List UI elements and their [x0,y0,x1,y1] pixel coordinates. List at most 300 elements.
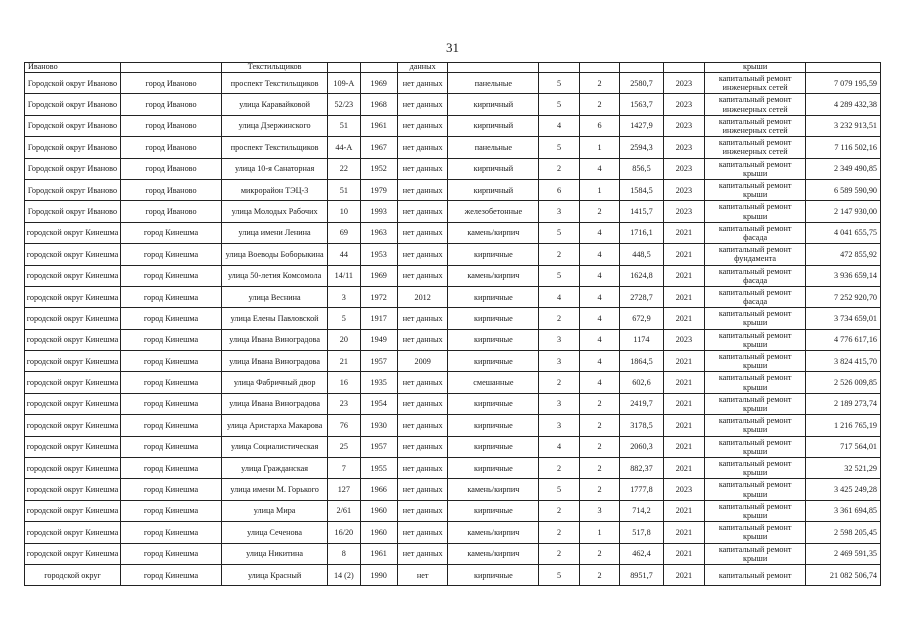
cell-repair-year: 2021 [663,393,704,414]
cell-entrances: 4 [579,286,619,307]
cell-settlement [121,63,222,73]
cell-last-overhaul-year: нет данных [397,543,448,564]
cell-area: 2419,7 [620,393,663,414]
cell-repair-type: капитальный ремонт фундамента [705,244,806,265]
cell-repair-type: крыши [705,63,806,73]
cell-repair-year: 2021 [663,222,704,243]
cell-last-overhaul-year: нет данных [397,436,448,457]
cell-wall-material: камень/кирпич [448,522,539,543]
cell-cost: 7 079 195,59 [806,73,881,94]
cell-entrances: 1 [579,137,619,158]
cell-build-year: 1967 [360,137,397,158]
cell-repair-type: капитальный ремонт крыши [705,436,806,457]
table-row [25,458,881,479]
cell-entrances: 6 [579,115,619,136]
cell-wall-material: кирпичные [448,415,539,436]
cell-wall-material [448,63,539,73]
cell-area: 448,5 [620,244,663,265]
cell-floors [539,63,579,73]
cell-repair-year: 2021 [663,265,704,286]
cell-street: улица Воеводы Боборыкина [222,244,328,265]
cell-settlement: город Кинешма [121,415,222,436]
cell-street: улица Никитина [222,543,328,564]
cell-last-overhaul-year: нет [397,564,448,585]
cell-floors: 2 [539,500,579,521]
cell-build-year: 1993 [360,201,397,222]
cell-house-number: 23 [328,393,360,414]
cell-house-number: 3 [328,286,360,307]
table-row [25,522,881,543]
cell-entrances: 4 [579,158,619,179]
cell-repair-type: капитальный ремонт крыши [705,543,806,564]
cell-floors: 2 [539,158,579,179]
table-row [25,115,881,136]
cell-area: 882,37 [620,458,663,479]
cell-wall-material: кирпичный [448,94,539,115]
cell-build-year: 1969 [360,265,397,286]
cell-repair-year: 2021 [663,458,704,479]
cell-municipality: городской округ Кинешма [25,522,121,543]
cell-floors: 6 [539,179,579,200]
cell-settlement: город Иваново [121,94,222,115]
cell-settlement: город Иваново [121,137,222,158]
table-row [25,415,881,436]
cell-repair-year: 2021 [663,415,704,436]
cell-repair-type: капитальный ремонт инженерных сетей [705,73,806,94]
cell-build-year [360,63,397,73]
page-number: 31 [446,40,459,55]
cell-repair-type: капитальный ремонт крыши [705,351,806,372]
cell-wall-material: кирпичные [448,286,539,307]
cell-settlement: город Кинешма [121,393,222,414]
cell-repair-type: капитальный ремонт крыши [705,158,806,179]
cell-cost: 3 936 659,14 [806,265,881,286]
cell-last-overhaul-year: нет данных [397,115,448,136]
cell-entrances: 2 [579,201,619,222]
cell-repair-type: капитальный ремонт крыши [705,415,806,436]
cell-street: улица Ивана Виноградова [222,329,328,350]
cell-house-number: 69 [328,222,360,243]
cell-house-number: 16/20 [328,522,360,543]
table-row [25,500,881,521]
cell-entrances: 4 [579,222,619,243]
cell-build-year: 1954 [360,393,397,414]
cell-floors: 2 [539,372,579,393]
cell-cost: 4 776 617,16 [806,329,881,350]
cell-floors: 3 [539,415,579,436]
cell-cost: 3 824 415,70 [806,351,881,372]
cell-wall-material: кирпичные [448,458,539,479]
cell-house-number: 44-А [328,137,360,158]
cell-house-number: 51 [328,115,360,136]
cell-settlement: город Кинешма [121,286,222,307]
cell-last-overhaul-year: нет данных [397,179,448,200]
cell-municipality: городской округ Кинешма [25,286,121,307]
cell-last-overhaul-year: нет данных [397,500,448,521]
cell-floors: 4 [539,436,579,457]
cell-floors: 5 [539,73,579,94]
cell-cost: 2 469 591,35 [806,543,881,564]
cell-municipality: городской округ Кинешма [25,479,121,500]
cell-wall-material: железобетонные [448,201,539,222]
cell-floors: 5 [539,137,579,158]
cell-street: улица Каравайковой [222,94,328,115]
cell-entrances: 2 [579,436,619,457]
cell-repair-type: капитальный ремонт инженерных сетей [705,115,806,136]
table-row [25,94,881,115]
table-row [25,564,881,585]
cell-wall-material: кирпичные [448,244,539,265]
cell-municipality: городской округ Кинешма [25,265,121,286]
cell-floors: 2 [539,543,579,564]
cell-entrances: 2 [579,543,619,564]
cell-house-number: 22 [328,158,360,179]
cell-area: 1864,5 [620,351,663,372]
cell-settlement: город Кинешма [121,329,222,350]
cell-cost: 2 526 009,85 [806,372,881,393]
cell-entrances: 2 [579,564,619,585]
cell-cost: 1 216 765,19 [806,415,881,436]
cell-wall-material: кирпичные [448,500,539,521]
cell-area: 3178,5 [620,415,663,436]
cell-area: 1563,7 [620,94,663,115]
cell-floors: 2 [539,244,579,265]
cell-house-number: 21 [328,351,360,372]
cell-last-overhaul-year: 2009 [397,351,448,372]
cell-house-number: 8 [328,543,360,564]
cell-build-year: 1957 [360,351,397,372]
cell-last-overhaul-year: нет данных [397,137,448,158]
cell-repair-type: капитальный ремонт крыши [705,179,806,200]
cell-wall-material: камень/кирпич [448,265,539,286]
cell-build-year: 1960 [360,500,397,521]
cell-street: улица Дзержинского [222,115,328,136]
table-row [25,158,881,179]
cell-street: улица Фабричный двор [222,372,328,393]
cell-wall-material: кирпичный [448,179,539,200]
cell-house-number: 76 [328,415,360,436]
cell-street: улица имени М. Горького [222,479,328,500]
table-row [25,479,881,500]
housing-repair-table [24,62,881,586]
cell-street: улица Социалистическая [222,436,328,457]
cell-cost: 4 289 432,38 [806,94,881,115]
cell-municipality: городской округ Кинешма [25,351,121,372]
cell-last-overhaul-year: нет данных [397,265,448,286]
cell-last-overhaul-year: нет данных [397,522,448,543]
cell-last-overhaul-year: нет данных [397,329,448,350]
cell-cost: 2 598 205,45 [806,522,881,543]
cell-build-year: 1966 [360,479,397,500]
cell-street: улица имени Ленина [222,222,328,243]
cell-settlement: город Кинешма [121,436,222,457]
cell-repair-year: 2023 [663,137,704,158]
cell-municipality: городской округ Кинешма [25,458,121,479]
cell-house-number: 127 [328,479,360,500]
cell-municipality: Иваново [25,63,121,73]
cell-repair-type: капитальный ремонт крыши [705,479,806,500]
cell-area: 517,8 [620,522,663,543]
cell-repair-year: 2021 [663,543,704,564]
cell-settlement: город Иваново [121,73,222,94]
table-row [25,179,881,200]
cell-build-year: 1957 [360,436,397,457]
cell-entrances: 2 [579,458,619,479]
cell-build-year: 1935 [360,372,397,393]
cell-build-year: 1953 [360,244,397,265]
cell-last-overhaul-year: 2012 [397,286,448,307]
cell-last-overhaul-year: нет данных [397,201,448,222]
table-row [25,244,881,265]
cell-entrances: 2 [579,73,619,94]
cell-repair-type: капитальный ремонт крыши [705,500,806,521]
cell-last-overhaul-year: нет данных [397,244,448,265]
cell-repair-year: 2023 [663,158,704,179]
cell-street: улица Ивана Виноградова [222,393,328,414]
cell-repair-type: капитальный ремонт крыши [705,201,806,222]
cell-area: 2580,7 [620,73,663,94]
cell-entrances: 2 [579,94,619,115]
cell-settlement: город Кинешма [121,479,222,500]
table-row [25,543,881,564]
cell-repair-year: 2021 [663,436,704,457]
cell-municipality: городской округ Кинешма [25,372,121,393]
cell-floors: 5 [539,479,579,500]
cell-settlement: город Кинешма [121,543,222,564]
cell-repair-type: капитальный ремонт крыши [705,393,806,414]
cell-last-overhaul-year: нет данных [397,372,448,393]
cell-cost: 3 425 249,28 [806,479,881,500]
cell-repair-year: 2023 [663,479,704,500]
cell-repair-type: капитальный ремонт крыши [705,372,806,393]
cell-floors: 4 [539,115,579,136]
cell-last-overhaul-year: нет данных [397,393,448,414]
cell-wall-material: кирпичные [448,308,539,329]
table-row [25,222,881,243]
cell-street: улица Красный [222,564,328,585]
cell-entrances: 4 [579,372,619,393]
cell-municipality: Городской округ Иваново [25,201,121,222]
cell-wall-material: кирпичный [448,158,539,179]
cell-cost: 3 232 913,51 [806,115,881,136]
cell-street: улица Ивана Виноградова [222,351,328,372]
cell-entrances: 4 [579,244,619,265]
cell-cost: 717 564,01 [806,436,881,457]
cell-area: 1427,9 [620,115,663,136]
cell-build-year: 1990 [360,564,397,585]
cell-area: 1415,7 [620,201,663,222]
table-body [25,63,881,586]
cell-last-overhaul-year: нет данных [397,222,448,243]
cell-build-year: 1930 [360,415,397,436]
cell-house-number: 20 [328,329,360,350]
cell-build-year: 1960 [360,522,397,543]
cell-entrances: 4 [579,351,619,372]
cell-repair-year: 2021 [663,351,704,372]
cell-repair-type: капитальный ремонт фасада [705,286,806,307]
cell-repair-year: 2021 [663,372,704,393]
cell-settlement: город Кинешма [121,500,222,521]
cell-last-overhaul-year: нет данных [397,73,448,94]
cell-entrances: 4 [579,329,619,350]
cell-area: 1584,5 [620,179,663,200]
table-row [25,308,881,329]
cell-settlement: город Кинешма [121,244,222,265]
cell-build-year: 1979 [360,179,397,200]
cell-cost: 472 855,92 [806,244,881,265]
cell-repair-year [663,63,704,73]
cell-municipality: городской округ [25,564,121,585]
table-row [25,351,881,372]
cell-wall-material: панельные [448,137,539,158]
cell-floors: 3 [539,393,579,414]
cell-wall-material: камень/кирпич [448,479,539,500]
cell-wall-material: кирпичный [448,115,539,136]
cell-cost: 32 521,29 [806,458,881,479]
cell-area: 1174 [620,329,663,350]
cell-repair-type: капитальный ремонт крыши [705,329,806,350]
cell-municipality: городской округ Кинешма [25,244,121,265]
cell-entrances: 1 [579,179,619,200]
cell-entrances: 3 [579,500,619,521]
cell-street: Текстильщиков [222,63,328,73]
cell-street: улица Сеченова [222,522,328,543]
cell-last-overhaul-year: нет данных [397,458,448,479]
cell-cost: 3 734 659,01 [806,308,881,329]
cell-settlement: город Кинешма [121,458,222,479]
cell-build-year: 1917 [360,308,397,329]
cell-repair-type: капитальный ремонт [705,564,806,585]
cell-floors: 3 [539,351,579,372]
cell-cost: 2 147 930,00 [806,201,881,222]
cell-repair-year: 2021 [663,244,704,265]
cell-repair-type: капитальный ремонт фасада [705,265,806,286]
cell-floors: 5 [539,265,579,286]
cell-floors: 5 [539,222,579,243]
cell-area: 462,4 [620,543,663,564]
cell-entrances [579,63,619,73]
cell-house-number: 109-А [328,73,360,94]
cell-settlement: город Иваново [121,201,222,222]
cell-street: микрорайон ТЭЦ-3 [222,179,328,200]
cell-house-number: 44 [328,244,360,265]
cell-repair-year: 2023 [663,94,704,115]
cell-area: 2594,3 [620,137,663,158]
cell-entrances: 2 [579,479,619,500]
cell-floors: 2 [539,458,579,479]
cell-wall-material: смешанные [448,372,539,393]
cell-municipality: Городской округ Иваново [25,179,121,200]
cell-wall-material: кирпичные [448,393,539,414]
cell-municipality: городской округ Кинешма [25,393,121,414]
table-row [25,137,881,158]
cell-repair-year: 2021 [663,564,704,585]
cell-area: 714,2 [620,500,663,521]
cell-area [620,63,663,73]
cell-settlement: город Кинешма [121,351,222,372]
cell-repair-type: капитальный ремонт крыши [705,308,806,329]
cell-build-year: 1949 [360,329,397,350]
cell-entrances: 1 [579,522,619,543]
cell-street: улица Мира [222,500,328,521]
cell-municipality: городской округ Кинешма [25,222,121,243]
cell-cost: 4 041 655,75 [806,222,881,243]
cell-wall-material: кирпичные [448,329,539,350]
cell-municipality: городской округ Кинешма [25,436,121,457]
cell-cost: 2 349 490,85 [806,158,881,179]
cell-municipality: Городской округ Иваново [25,137,121,158]
cell-cost: 3 361 694,85 [806,500,881,521]
cell-repair-year: 2023 [663,115,704,136]
cell-build-year: 1972 [360,286,397,307]
cell-build-year: 1952 [360,158,397,179]
cell-wall-material: панельные [448,73,539,94]
cell-entrances: 4 [579,308,619,329]
table-row [25,372,881,393]
cell-municipality: Городской округ Иваново [25,73,121,94]
cell-house-number: 16 [328,372,360,393]
cell-build-year: 1955 [360,458,397,479]
cell-repair-type: капитальный ремонт инженерных сетей [705,137,806,158]
cell-municipality: городской округ Кинешма [25,543,121,564]
cell-repair-year: 2023 [663,329,704,350]
table-row [25,201,881,222]
cell-municipality: Городской округ Иваново [25,115,121,136]
cell-repair-year: 2021 [663,522,704,543]
cell-area: 2728,7 [620,286,663,307]
cell-area: 1716,1 [620,222,663,243]
cell-area: 2060,3 [620,436,663,457]
cell-build-year: 1969 [360,73,397,94]
cell-cost: 7 252 920,70 [806,286,881,307]
cell-last-overhaul-year: нет данных [397,415,448,436]
cell-street: проспект Текстильщиков [222,137,328,158]
table-row [25,73,881,94]
cell-house-number: 25 [328,436,360,457]
cell-build-year: 1963 [360,222,397,243]
cell-repair-year: 2021 [663,286,704,307]
cell-settlement: город Иваново [121,179,222,200]
cell-cost: 2 189 273,74 [806,393,881,414]
cell-build-year: 1968 [360,94,397,115]
cell-area: 8951,7 [620,564,663,585]
cell-street: улица 50-летия Комсомола [222,265,328,286]
cell-repair-year: 2023 [663,73,704,94]
cell-area: 1624,8 [620,265,663,286]
cell-wall-material: камень/кирпич [448,543,539,564]
cell-settlement: город Кинешма [121,372,222,393]
cell-repair-type: капитальный ремонт инженерных сетей [705,94,806,115]
cell-floors: 5 [539,94,579,115]
cell-area: 1777,8 [620,479,663,500]
cell-house-number: 51 [328,179,360,200]
cell-street: улица Аристарха Макарова [222,415,328,436]
cell-municipality: городской округ Кинешма [25,308,121,329]
cell-settlement: город Кинешма [121,265,222,286]
cell-street: улица 10-я Санаторная [222,158,328,179]
table-row [25,329,881,350]
cell-settlement: город Иваново [121,158,222,179]
cell-area: 856,5 [620,158,663,179]
cell-street: улица Елены Павловской [222,308,328,329]
continuation-row [25,63,881,73]
cell-settlement: город Кинешма [121,222,222,243]
cell-build-year: 1961 [360,543,397,564]
table-row [25,286,881,307]
cell-municipality: городской округ Кинешма [25,500,121,521]
cell-municipality: Городской округ Иваново [25,158,121,179]
cell-cost: 21 082 506,74 [806,564,881,585]
